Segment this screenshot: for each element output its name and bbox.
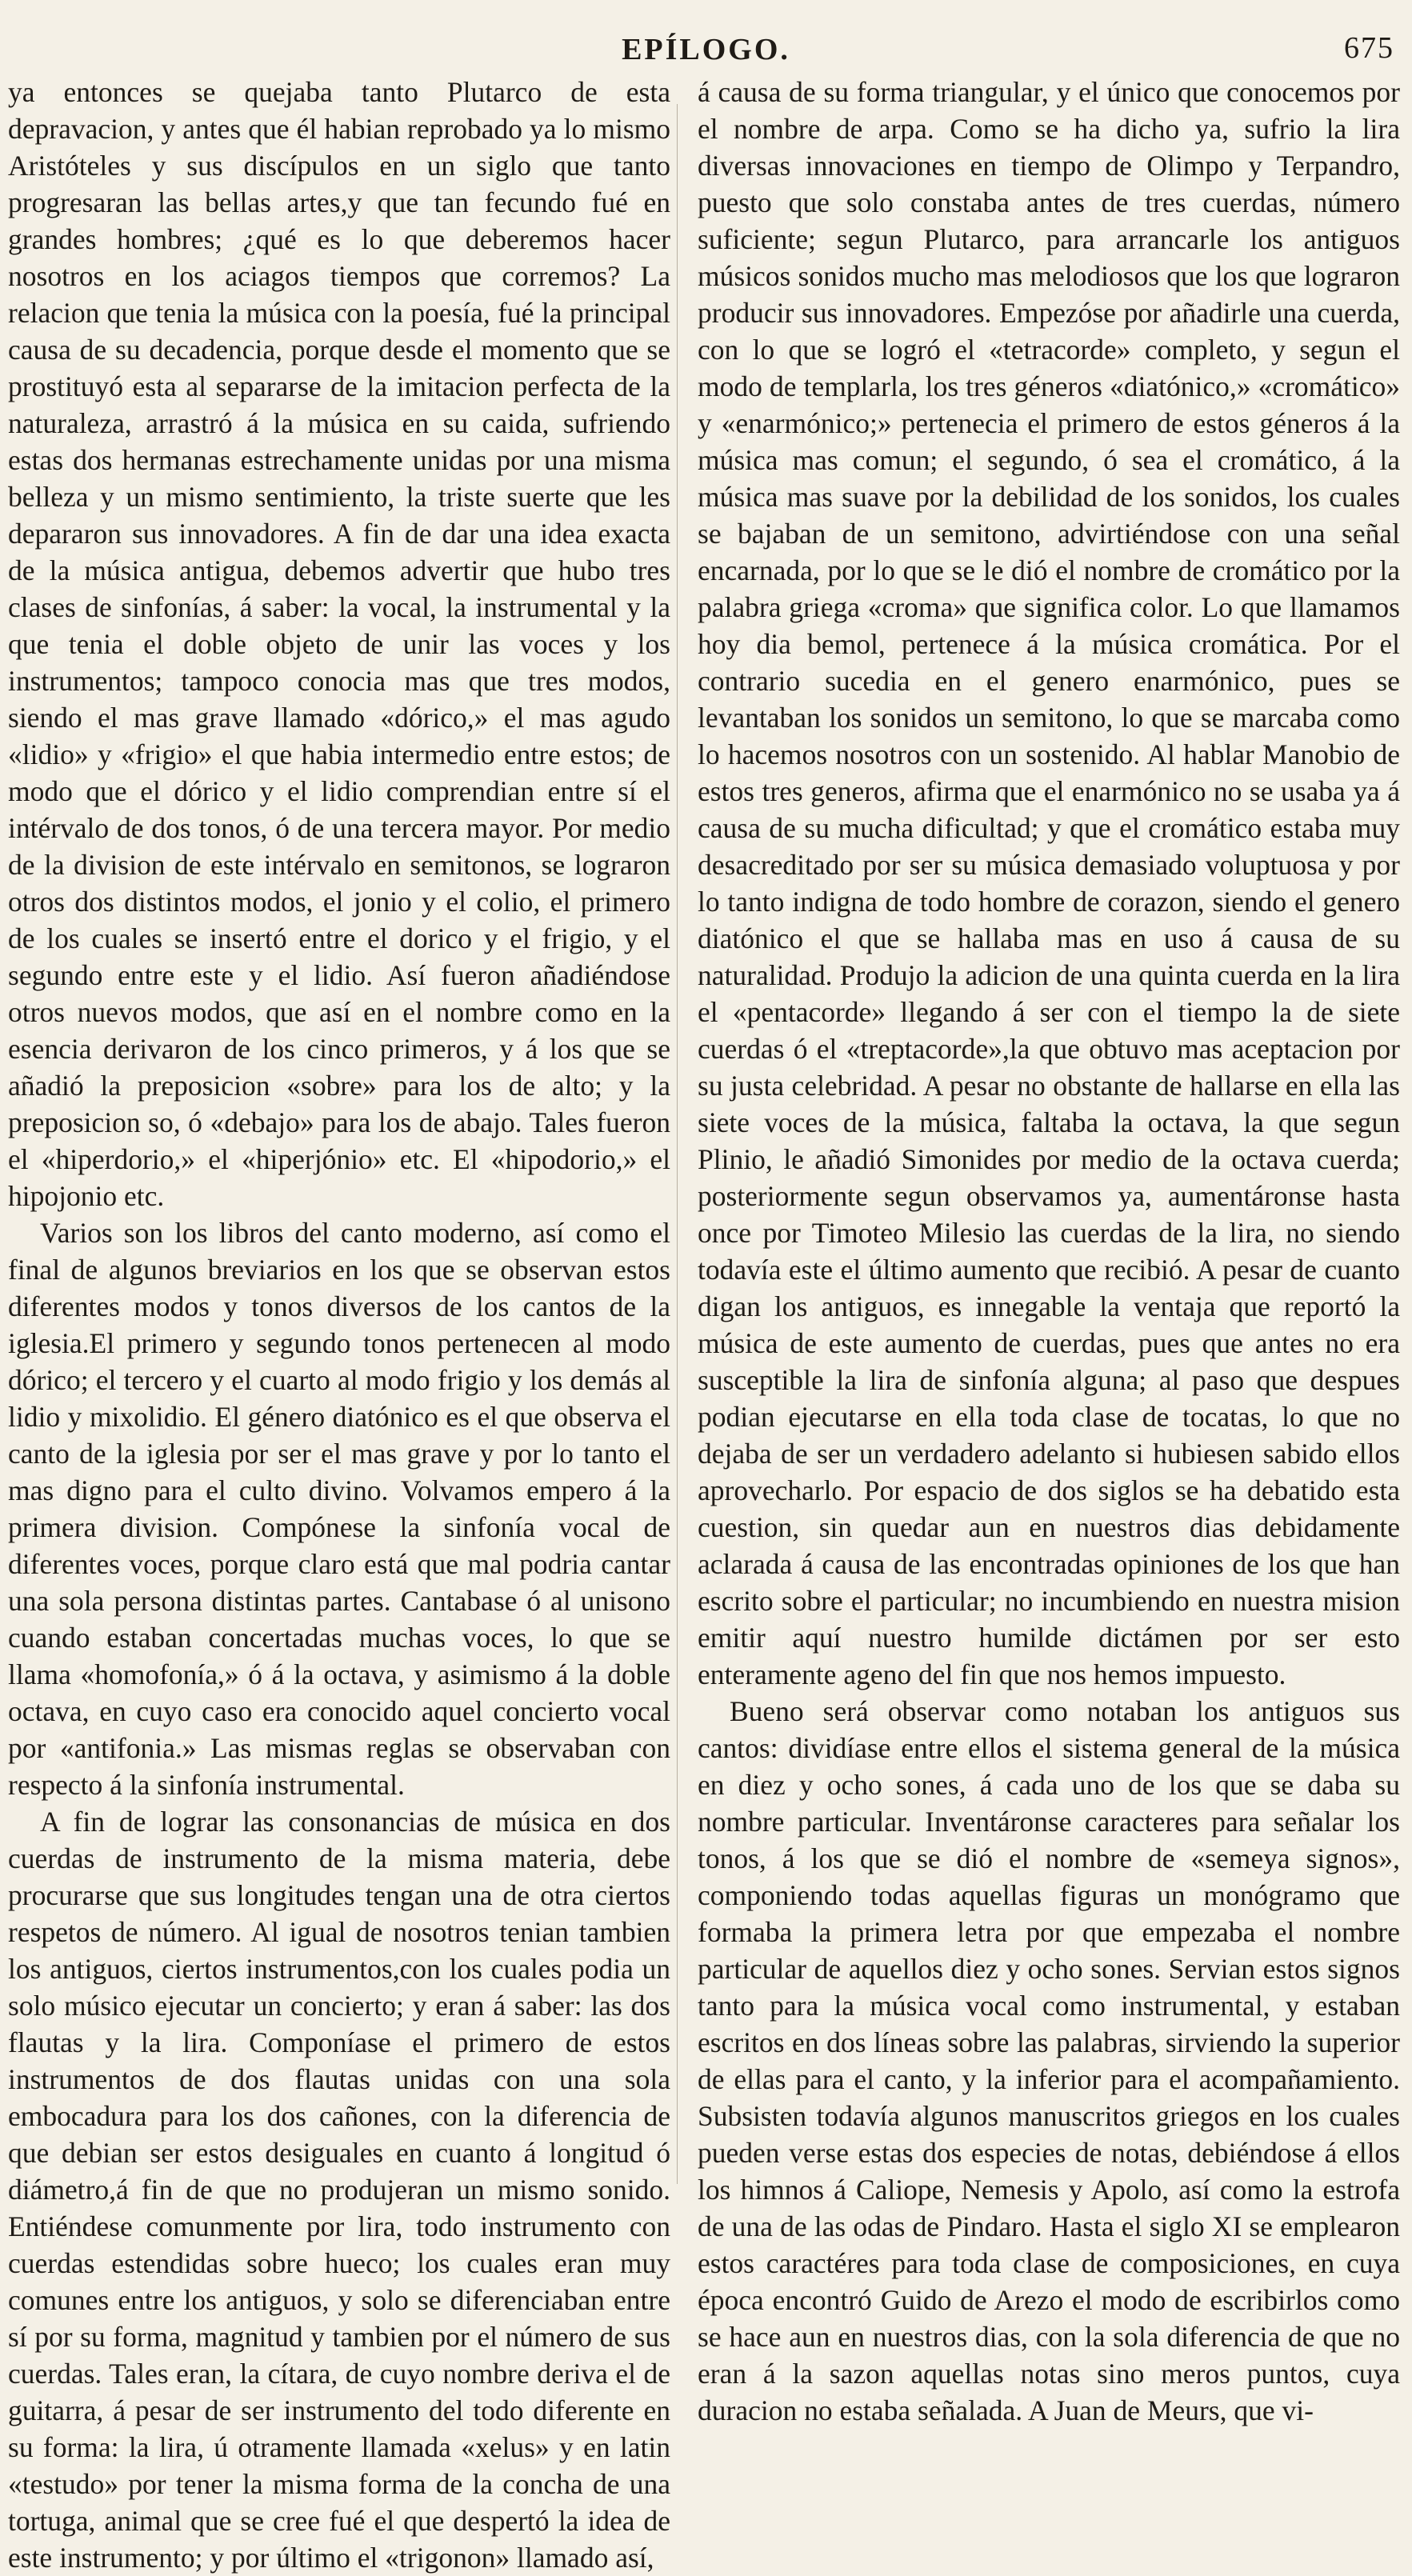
right-column [698,74,1400,2426]
paragraph: A fin de lograr las consonancias de música en dos cuerdas de instrumento de la misma materia, debe procurarse que sus longitudes tengan una de otra ciertos respetos de número. Al igual de nosotros tenian tambien los antiguos, ciertos instrumentos,con los cuales podia un solo músico ejecutar un concierto; y eran á saber: las dos flautas y la lira. Componíase el primero de estos instrumentos de dos flautas unidas con una sola embocadura para los dos cañones, con la diferencia de que debian ser estos desiguales en cuanto á longitud ó diámetro,á fin de que no produjeran un mismo sonido. Entiéndese comunmente por lira, todo instrumento con cuerdas estendidas sobre hueco; los cuales eran muy comunes entre los antiguos, y solo se diferenciaban entre sí por su forma, magnitud y tambien por el número de sus cuerdas. Tales eran, la cítara, de cuyo nombre deriva el de guitarra, á pesar de ser instrumento del todo diferente en su forma: la lira, ú otramente llamada «xelus» y en latin «testudo» por tener la misma forma de la concha de una tortuga, animal que se cree fué el que despertó la idea de este instrumento; y por último el «trigonon» llamado así, [8,1806,670,2574]
paragraph: ya entonces se quejaba tanto Plutarco de esta depravacion, y antes que él habian reprobado ya lo mismo Aristóteles y sus discípulos en un siglo que tanto progresaran las bellas artes,y que tan fecundo fué en grandes hombres; ¿qué es lo que deberemos hacer nosotros en los aciagos tiempos que corremos? La relacion que tenia la música con la poesía, fué la principal causa de su decadencia, porque desde el momento que se prostituyó esta al separarse de la imitacion perfecta de la naturaleza, arrastró á la música en su caida, sufriendo estas dos hermanas estrechamente unidas por una misma belleza y un mismo sentimiento, la triste suerte que les depararon sus innovadores. A fin de dar una idea exacta de la música antigua, debemos advertir que hubo tres clases de sinfonías, á saber: la vocal, la instrumental y la que tenia el doble objeto de unir las voces y los instrumentos; tampoco conocia mas que tres modos, siendo el mas grave llamado «dórico,» el mas agudo «lidio» y «frigio» el que habia intermedio entre estos; de modo que el dórico y el lidio comprendian entre sí el intérvalo de dos tonos, ó de una tercera mayor. Por medio de la division de este intérvalo en semitonos, se lograron otros dos distintos modos, el jonio y el colio, el primero de los cuales se insertó entre el dorico y el frigio, y el segundo entre este y el lidio. Así fueron añadiéndose otros nuevos modos, que así en el nombre como en la esencia derivaron de los cinco primeros, y á los que se añadió la preposicion «sobre» para los de alto; y la preposicion so, ó «debajo» para los de abajo. Tales fueron el «hiperdorio,» el «hiperjónio» etc. El «hipodorio,» el hipojonio etc. [8,76,670,1212]
paragraph: Bueno será observar como notaban los antiguos sus cantos: dividíase entre ellos el sistema general de la música en diez y ocho sones, á cada uno de los que se daba su nombre particular. Inventáronse caracteres para señalar los tonos, á los que se dió el nombre de «semeya signos», componiendo todas aquellas figuras un monógramo que formaba la primera letra por que empezaba el nombre particular de aquellos diez y ocho sones. Servian estos signos tanto para la música vocal como instrumental, y estaban escritos en dos líneas sobre las palabras, sirviendo la superior de ellas para el canto, y la inferior para el acompañamiento. Subsisten todavía algunos manuscritos griegos en los cuales pueden verse estas dos especies de notas, debiéndose á ellos los himnos á Caliope, Nemesis y Apolo, así como la estrofa de una de las odas de Pindaro. Hasta el siglo XI se emplearon estos caractéres para toda clase de composiciones, en cuya época encontró Guido de Arezo el modo de escribirlos como se hace aun en nuestros dias, con la sola diferencia de que no eran á la sazon aquellas notas sino meros puntos, cuya duracion no estaba señalada. A Juan de Meurs, que vi- [698,1695,1400,2426]
paragraph: á causa de su forma triangular, y el único que conocemos por el nombre de arpa. Como se ha dicho ya, sufrio la lira diversas innovaciones en tiempo de Olimpo y Terpandro, puesto que solo constaba antes de tres cuerdas, número suficiente; segun Plutarco, para arrancarle los antiguos músicos sonidos mucho mas melodiosos que los que lograron producir sus innovadores. Empezóse por añadirle una cuerda, con lo que se logró el «tetracorde» completo, y segun el modo de templarla, los tres géneros «diatónico,» «cromático» y «enarmónico;» pertenecia el primero de estos géneros á la música mas comun; el segundo, ó sea el cromático, á la música mas suave por la debilidad de los sonidos, los cuales se bajaban de un semitono, advirtiéndose con una señal encarnada, por lo que se le dió el nombre de cromático por la palabra griega «croma» que significa color. Lo que llamamos hoy dia bemol, pertenece á la música cromática. Por el contrario sucedia en el genero enarmónico, pues se levantaban los sonidos un semitono, lo que se marcaba como lo hacemos nosotros con un sostenido. Al hablar Manobio de estos tres generos, afirma que el enarmónico no se usaba ya á causa de su mucha dificultad; y que el cromático estaba muy desacreditado por ser su música demasiado voluptuosa y por lo tanto indigna de todo hombre de corazon, siendo el genero diatónico el que se hallaba mas en uso á causa de su naturalidad. Produjo la adicion de una quinta cuerda en la lira el «pentacorde» llegando á ser con el tiempo la de siete cuerdas ó el «treptacorde»,la que obtuvo mas aceptacion por su justa celebridad. A pesar no obstante de hallarse en ella las siete voces de la música, faltaba la octava, la que segun Plinio, le añadió Simonides por medio de la octava cuerda; posteriormente segun observamos ya, aumentáronse hasta once por Timoteo Milesio las cuerdas de la lira, no siendo todavía este el último aumento que recibió. A pesar de cuanto digan los antiguos, es innegable la ventaja que reportó la música de este aumento de cuerdas, pues que antes no era susceptible la lira de sinfonía alguna; al paso que despues podian ejecutarse en ella toda clase de tocatas, lo que no dejaba de ser un verdadero adelanto si hubiesen sabido ellos aprovecharlo. Por espacio de dos siglos se ha debatido esta cuestion, sin quedar aun en nuestros dias debidamente aclarada á causa de las encontradas opiniones de los que han escrito sobre el particular; no incumbiendo en nuestra mision emitir aquí nuestro humilde dictámen por ser esto enteramente ageno del fin que nos hemos impuesto. [698,76,1400,1690]
running-title: EPÍLOGO. [622,33,790,66]
page-header [0,24,1412,72]
paragraph: Varios son los libros del canto moderno, así como el final de algunos breviarios en los que se observan estos diferentes modos y tonos diversos de los cantos de la iglesia.El primero y segundo tonos pertenecen al modo dórico; el tercero y el cuarto al modo frigio y los demás al lidio y mixolidio. El género diatónico es el que observa el canto de la iglesia por ser el mas grave y por lo tanto el mas digno para el culto divino. Volvamos empero á la primera division. Compónese la sinfonía vocal de diferentes voces, porque claro está que mal podria cantar una sola persona distintas partes. Cantabase ó al unisono cuando estaban concertadas muchas voces, lo que se llama «homofonía,» ó á la octava, y asimismo á la doble octava, en cuyo caso era conocido aquel concierto vocal por «antifonia.» Las mismas reglas se observaban con respecto á la sinfonía instrumental. [8,1217,670,1801]
column-divider [677,104,678,2184]
left-column [8,74,670,2574]
page-number: 675 [1344,31,1394,65]
